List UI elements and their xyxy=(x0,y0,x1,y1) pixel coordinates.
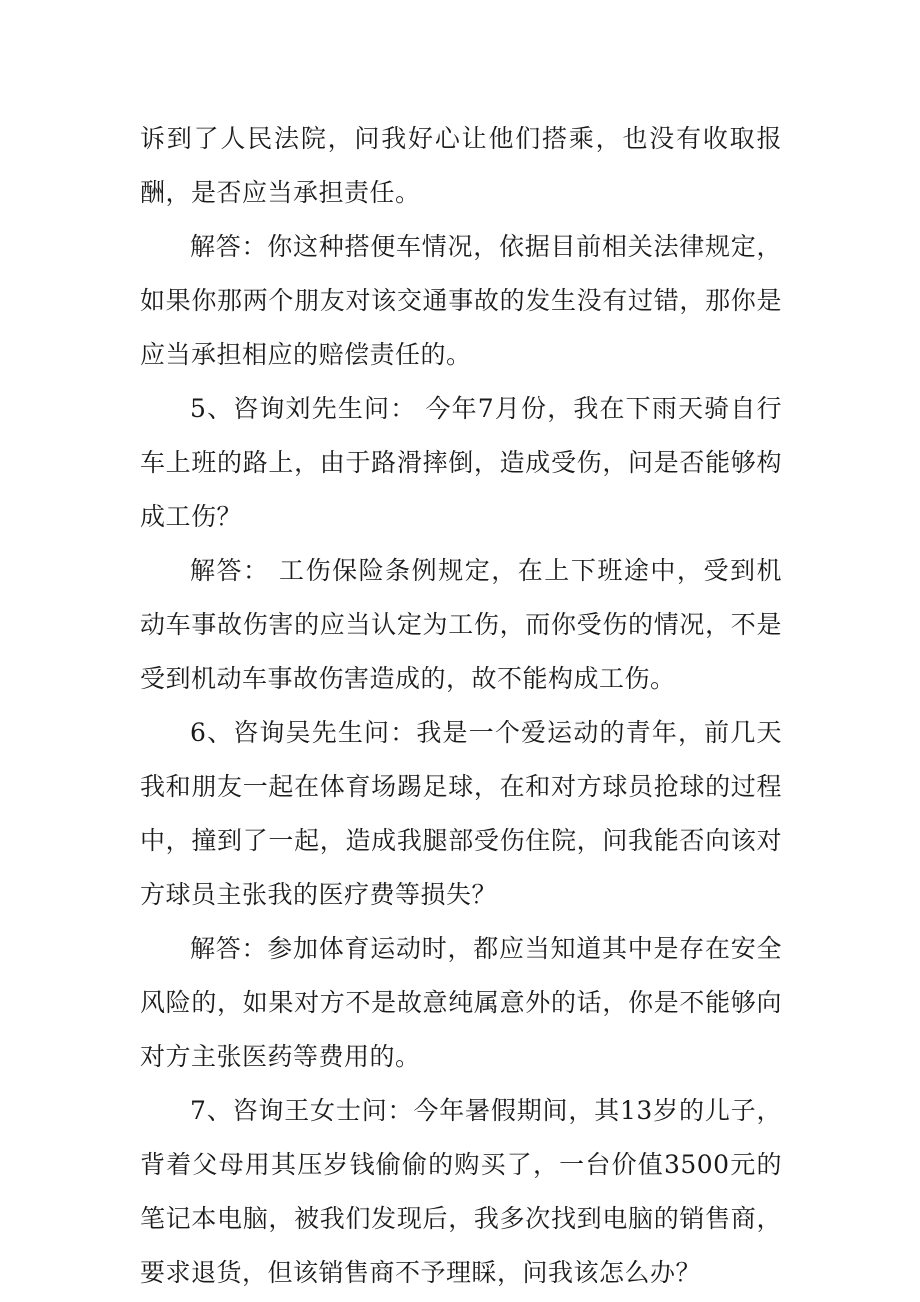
paragraph-question-6: 6、咨询吴先生问：我是一个爱运动的青年，前几天我和朋友一起在体育场踢足球，在和对方球员抢球的过程中，撞到了一起，造成我腿部受伤住院，问我能否向该对方球员主张我的医疗费等损失？ xyxy=(140,718,782,909)
paragraph-continued-question: 诉到了人民法院，问我好心让他们搭乘，也没有收取报酬，是否应当承担责任。 xyxy=(140,124,782,207)
paragraph-answer-5: 解答： 工伤保险条例规定，在上下班途中，受到机动车事故伤害的应当认定为工伤，而你受伤的情况，不是受到机动车事故伤害造成的，故不能构成工伤。 xyxy=(140,556,782,693)
paragraph-answer-4: 解答：你这种搭便车情况，依据目前相关法律规定，如果你那两个朋友对该交通事故的发生没有过错，那你是应当承担相应的赔偿责任的。 xyxy=(140,232,782,369)
paragraph-question-7: 7、咨询王女士问：今年暑假期间，其13岁的儿子，背着父母用其压岁钱偷偷的购买了，一台价值3500元的笔记本电脑，被我们发现后，我多次找到电脑的销售商，要求退货，但该销售商不予理睬，问我该怎么办？ xyxy=(140,1096,782,1287)
paragraph-question-5: 5、咨询刘先生问： 今年7月份，我在下雨天骑自行车上班的路上，由于路滑摔倒，造成受伤，问是否能够构成工伤？ xyxy=(140,394,782,531)
document-body xyxy=(140,112,782,1300)
paragraph-answer-6: 解答：参加体育运动时，都应当知道其中是存在安全风险的，如果对方不是故意纯属意外的话，你是不能够向对方主张医药等费用的。 xyxy=(140,934,782,1071)
